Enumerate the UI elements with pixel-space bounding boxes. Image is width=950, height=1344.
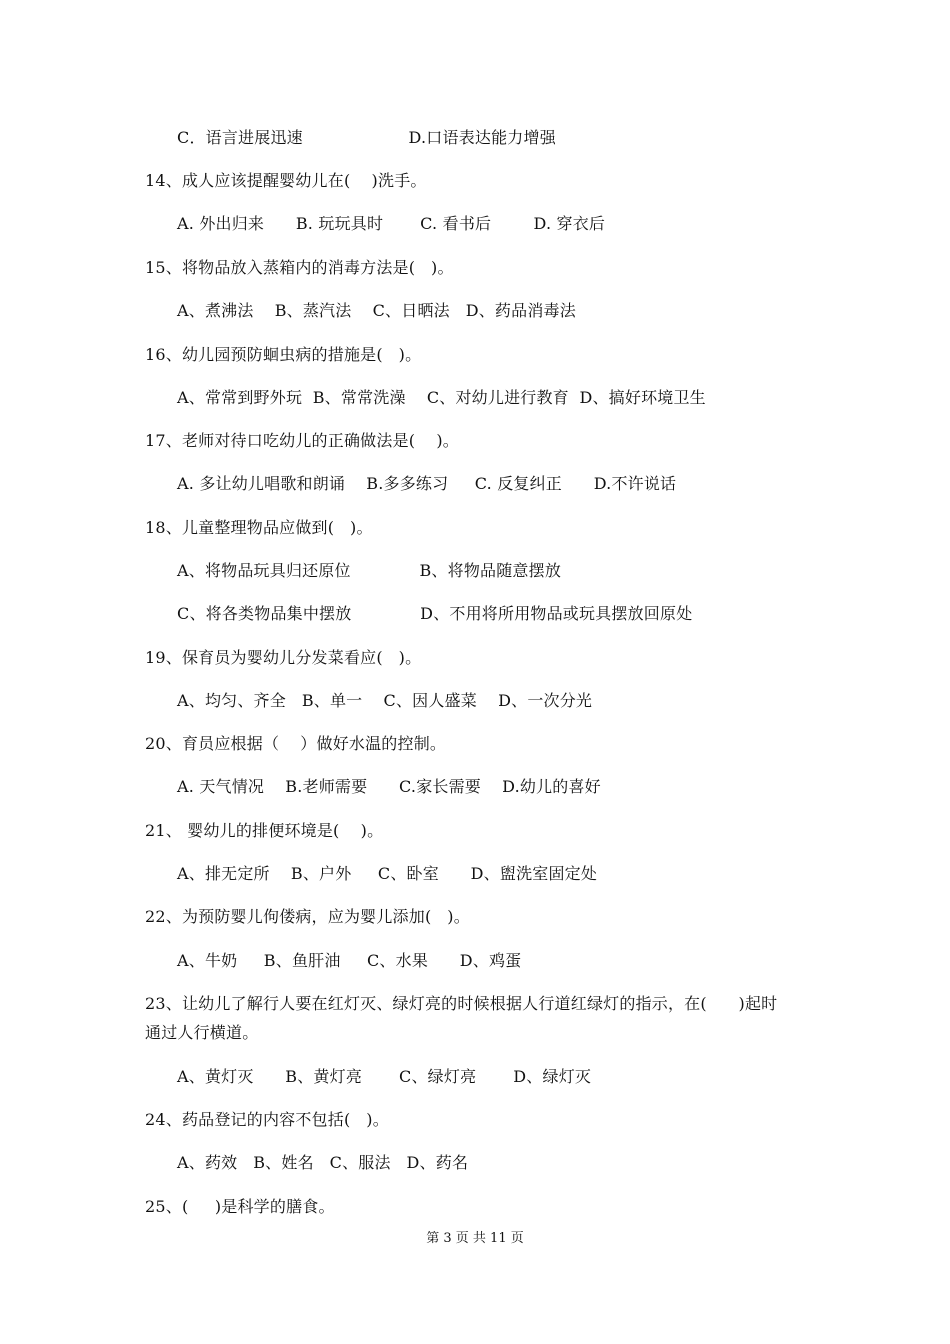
options-18-cd: C、将各类物品集中摆放 D、不用将所用物品或玩具摆放回原处: [177, 604, 693, 623]
question-23: 23、让幼儿了解行人要在红灯灭、绿灯亮的时候根据人行道红绿灯的指示，在( )起时: [145, 994, 778, 1013]
option-line-13-cd: C．语言进展迅速 D.口语表达能力增强: [177, 128, 556, 147]
options-23: A、黄灯灭 B、黄灯亮 C、绿灯亮 D、绿灯灭: [177, 1067, 592, 1086]
options-17: A. 多让幼儿唱歌和朗诵 B.多多练习 C. 反复纠正 D.不许说话: [177, 474, 677, 493]
question-19: 19、保育员为婴幼儿分发菜看应( )。: [145, 648, 422, 667]
question-18: 18、儿童整理物品应做到( )。: [145, 518, 373, 537]
question-15: 15、将物品放入蒸箱内的消毒方法是( )。: [145, 258, 454, 277]
options-24: A、药效 B、姓名 C、服法 D、药名: [177, 1153, 469, 1172]
question-16: 16、幼儿园预防蛔虫病的措施是( )。: [145, 345, 422, 364]
options-20: A. 天气情况 B.老师需要 C.家长需要 D.幼儿的喜好: [177, 777, 601, 796]
options-15: A、煮沸法 B、蒸汽法 C、日晒法 D、药品消毒法: [177, 301, 576, 320]
options-18-ab: A、将物品玩具归还原位 B、将物品随意摆放: [177, 561, 562, 580]
options-22: A、牛奶 B、鱼肝油 C、水果 D、鸡蛋: [177, 951, 522, 970]
question-20: 20、育员应根据（ ）做好水温的控制。: [145, 734, 447, 753]
question-25: 25、( )是科学的膳食。: [145, 1197, 335, 1216]
options-19: A、均匀、齐全 B、单一 C、因人盛菜 D、一次分光: [177, 691, 593, 710]
options-21: A、排无定所 B、户外 C、卧室 D、盥洗室固定处: [177, 864, 598, 883]
question-23-continuation: 通过人行横道。: [145, 1023, 259, 1042]
question-17: 17、老师对待口吃幼儿的正确做法是( )。: [145, 431, 459, 450]
question-14: 14、成人应该提醒婴幼儿在( )洗手。: [145, 171, 427, 190]
question-22: 22、为预防婴儿佝偻病，应为婴儿添加( )。: [145, 907, 470, 926]
question-21: 21、 婴幼儿的排便环境是( )。: [145, 821, 384, 840]
options-16: A、常常到野外玩 B、常常洗澡 C、对幼儿进行教育 D、搞好环境卫生: [177, 388, 706, 407]
page-footer: 第 3 页 共 11 页: [426, 1231, 524, 1246]
options-14: A. 外出归来 B. 玩玩具时 C. 看书后 D. 穿衣后: [177, 214, 606, 233]
question-24: 24、药品登记的内容不包括( )。: [145, 1110, 389, 1129]
